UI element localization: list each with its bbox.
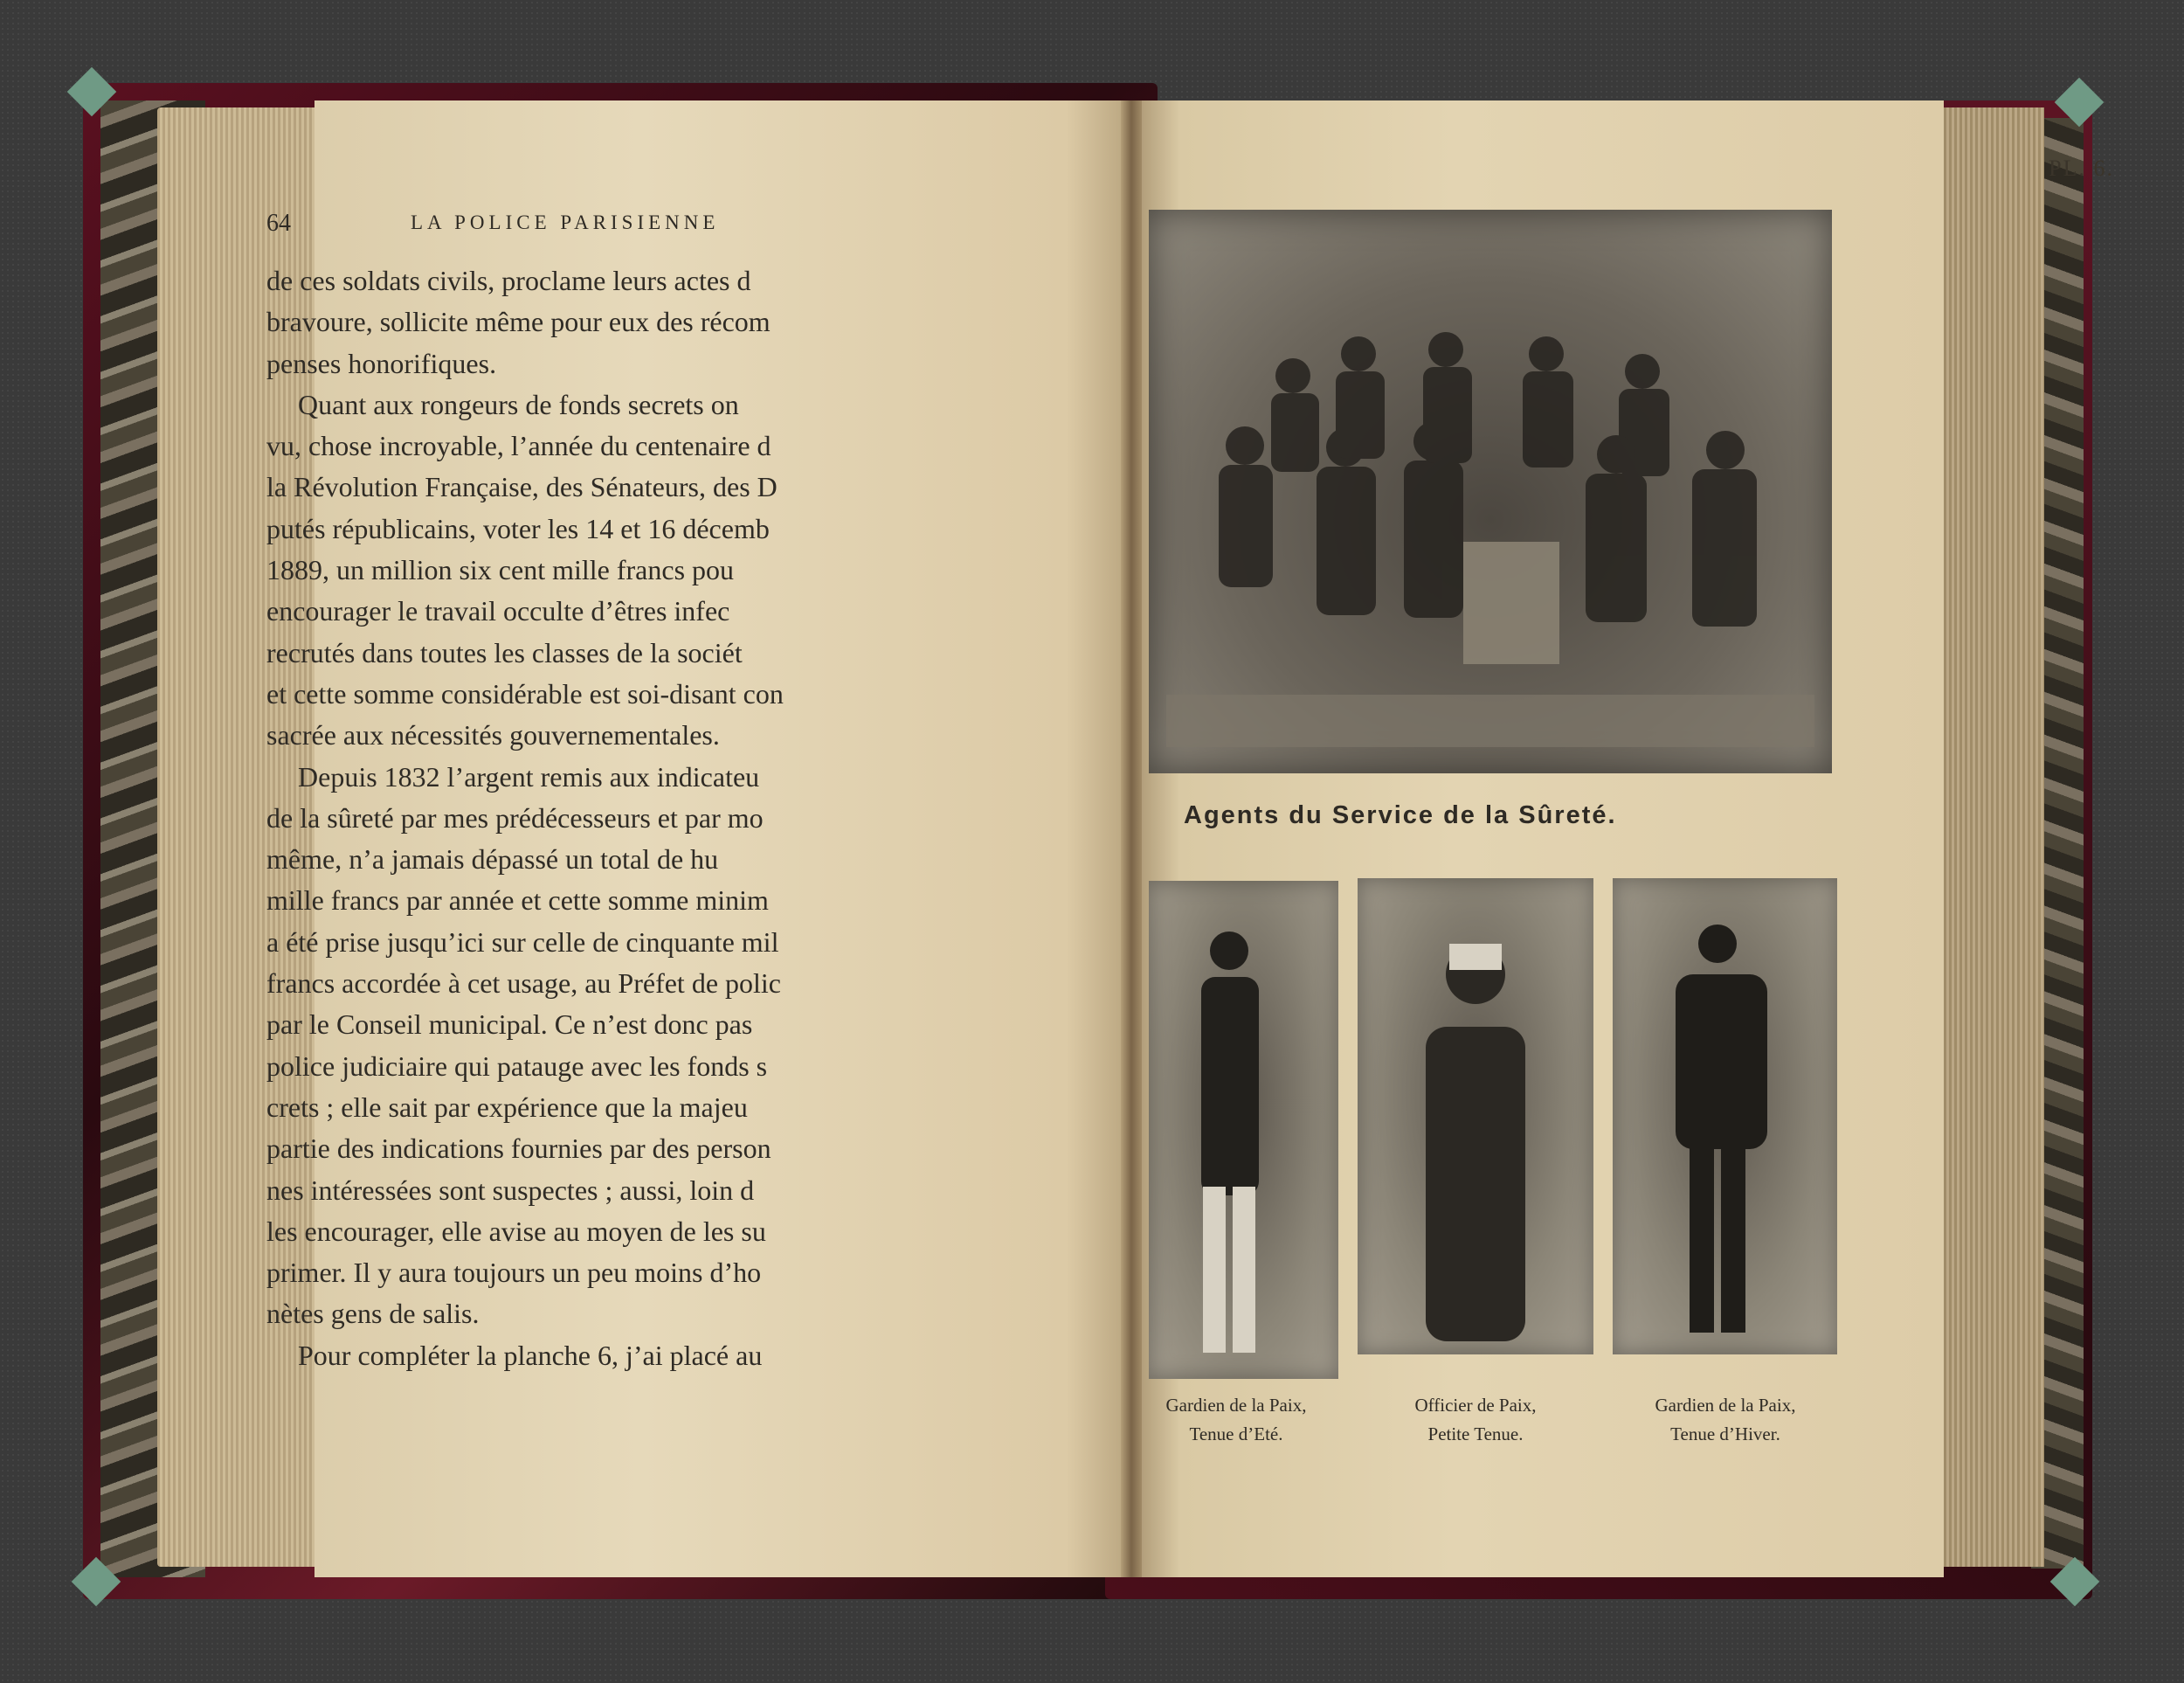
- text-line: Quant aux rongeurs de fonds secrets on: [298, 388, 739, 420]
- text-line: police judiciaire qui patauge avec les fonds s: [266, 1049, 768, 1082]
- page-edges-right: [1944, 107, 2044, 1567]
- plate-label: PL. 6.: [2049, 156, 2114, 181]
- caption-line: Gardien de la Paix,: [1165, 1395, 1307, 1416]
- text-line: Depuis 1832 l’argent remis aux indicateu: [298, 760, 760, 793]
- portrait-photo: [1358, 878, 1593, 1354]
- group-photograph: [1149, 210, 1832, 773]
- running-header: [266, 210, 983, 245]
- text-line: les encourager, elle avise au moyen de les su: [266, 1215, 766, 1247]
- text-line: primer. Il y aura toujours un peu moins d’ho: [266, 1257, 762, 1289]
- text-line: par le Conseil municipal. Ce n’est donc pas: [266, 1008, 753, 1041]
- running-title: LA POLICE PARISIENNE: [411, 211, 720, 233]
- text-line: sacrée aux nécessités gouvernementales.: [266, 719, 720, 751]
- text-line: encourager le travail occulte d’êtres infec: [266, 595, 730, 627]
- text-line: crets ; elle sait par expérience que la majeu: [266, 1091, 748, 1123]
- caption-line: Tenue d’Eté.: [1189, 1423, 1283, 1444]
- group-figures-icon: [1149, 210, 1832, 773]
- page-number: 64: [266, 210, 291, 237]
- text-line: et cette somme considérable est soi-disant con: [266, 677, 784, 710]
- text-line: vu, chose incroyable, l’année du centenaire d: [266, 430, 771, 462]
- text-line: mille francs par année et cette somme minim: [266, 884, 769, 917]
- portrait-caption: [1131, 1391, 1341, 1449]
- text-line: bravoure, sollicite même pour eux des récom: [266, 306, 771, 338]
- portrait-photo: [1149, 881, 1338, 1379]
- text-line: a été prise jusqu’ici sur celle de cinquante mil: [266, 925, 779, 958]
- text-line: la Révolution Française, des Sénateurs, des D: [266, 471, 778, 503]
- text-line: partie des indications fournies par des person: [266, 1132, 771, 1165]
- portrait-caption: [1371, 1391, 1580, 1449]
- text-line: Pour compléter la planche 6, j’ai placé au: [298, 1339, 763, 1371]
- text-line: même, n’a jamais dépassé un total de hu: [266, 843, 719, 876]
- caption-line: Gardien de la Paix,: [1655, 1395, 1796, 1416]
- text-line: francs accordée à cet usage, au Préfet de polic: [266, 967, 781, 1000]
- text-line: nètes gens de salis.: [266, 1298, 480, 1330]
- portrait-photo: [1613, 878, 1837, 1354]
- text-line: de la sûreté par mes prédécesseurs et par mo: [266, 801, 764, 834]
- caption-line: Officier de Paix,: [1414, 1395, 1537, 1416]
- caption-line: Tenue d’Hiver.: [1670, 1423, 1780, 1444]
- portrait-caption: [1621, 1391, 1830, 1449]
- text-line: recrutés dans toutes les classes de la sociét: [266, 636, 743, 668]
- main-caption: Agents du Service de la Sûreté.: [1184, 801, 1617, 829]
- figure-icon: [1613, 878, 1837, 1354]
- figure-icon: [1149, 881, 1338, 1379]
- book-gutter: [1121, 100, 1142, 1577]
- text-line: nes intéressées sont suspectes ; aussi, loin d: [266, 1174, 755, 1206]
- figure-icon: [1358, 878, 1593, 1354]
- body-text: [266, 260, 1053, 1376]
- caption-line: Petite Tenue.: [1427, 1423, 1524, 1444]
- text-line: putés républicains, voter les 14 et 16 décemb: [266, 512, 770, 544]
- text-line: 1889, un million six cent mille francs pou: [266, 554, 735, 586]
- text-line: de ces soldats civils, proclame leurs actes d: [266, 265, 751, 296]
- text-line: penses honorifiques.: [266, 347, 497, 379]
